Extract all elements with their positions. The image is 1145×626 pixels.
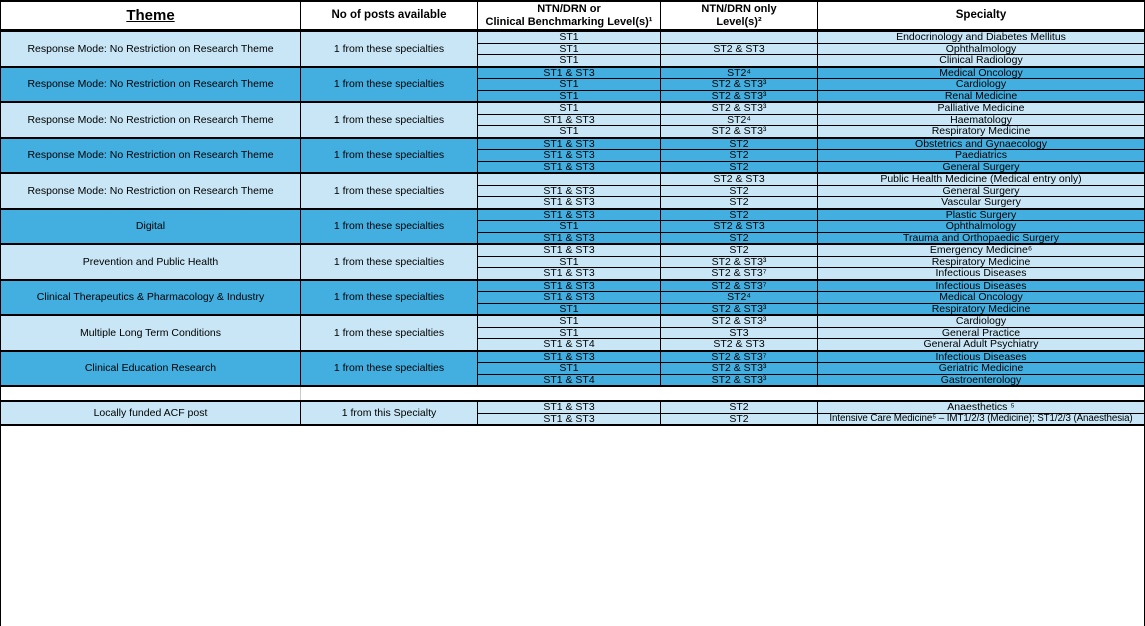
ntn-only-level-cell[interactable]: ST2	[661, 414, 818, 425]
specialty-cell[interactable]: Respiratory Medicine	[931, 256, 1031, 267]
theme-group	[1, 281, 1144, 317]
posts-cell[interactable]: 1 from these specialties	[301, 281, 478, 315]
theme-cell[interactable]: Response Mode: No Restriction on Research Theme	[1, 174, 301, 208]
specialty-cell[interactable]: Trauma and Orthopaedic Surgery	[902, 232, 1060, 243]
theme-cell[interactable]: Response Mode: No Restriction on Research Theme	[1, 68, 301, 102]
ntn-only-level-cell[interactable]: ST2 & ST3³	[661, 363, 818, 374]
specialty-cell[interactable]: General Surgery	[942, 185, 1020, 196]
table-row	[478, 161, 1144, 173]
benchmark-level-cell[interactable]: ST1	[478, 91, 661, 102]
specialty-cell[interactable]: Medical Oncology	[939, 292, 1023, 303]
specialty-cell[interactable]: Infectious Diseases	[935, 268, 1027, 279]
benchmark-level-cell[interactable]: ST1 & ST4	[478, 375, 661, 386]
ntn-only-level-cell[interactable]: ST2 & ST3³	[661, 375, 818, 386]
table-row	[478, 402, 1144, 413]
benchmark-level-cell[interactable]: ST1 & ST3	[478, 139, 661, 150]
benchmark-level-cell[interactable]: ST1	[478, 257, 661, 268]
benchmark-level-cell[interactable]: ST1	[478, 328, 661, 339]
posts-cell[interactable]: 1 from these specialties	[301, 174, 478, 208]
ntn-only-level-cell[interactable]: ST2	[661, 245, 818, 256]
table-row	[478, 43, 1144, 55]
group-rows	[478, 281, 1144, 315]
ntn-only-level-cell[interactable]: ST2 & ST3	[661, 174, 818, 185]
header-ntn-only-line1: NTN/DRN only	[701, 2, 777, 15]
benchmark-level-cell[interactable]: ST1 & ST3	[478, 68, 661, 79]
group-rows	[478, 245, 1144, 279]
specialty-cell[interactable]: General Surgery	[942, 161, 1020, 172]
specialty-cell[interactable]: General Practice	[941, 327, 1021, 338]
table-row	[478, 232, 1144, 244]
ntn-only-level-cell[interactable]: ST2	[661, 197, 818, 208]
theme-group	[1, 352, 1144, 388]
ntn-only-level-cell[interactable]: ST2	[661, 150, 818, 161]
specialty-cell[interactable]: Public Health Medicine (Medical entry only)	[880, 174, 1082, 185]
specialty-cell[interactable]: Respiratory Medicine	[931, 126, 1031, 137]
group-rows	[478, 139, 1144, 173]
ntn-only-level-cell[interactable]	[661, 32, 818, 43]
specialty-cell[interactable]: Intensive Care Medicine⁵ – IMT1/2/3 (Medicine); ST1/2/3 (Anaesthesia)	[829, 413, 1133, 424]
benchmark-level-cell[interactable]: ST1 & ST3	[478, 150, 661, 161]
benchmark-level-cell[interactable]: ST1 & ST3	[478, 268, 661, 279]
benchmark-level-cell[interactable]: ST1	[478, 221, 661, 232]
theme-group	[1, 210, 1144, 246]
posts-cell[interactable]: 1 from these specialties	[301, 139, 478, 173]
theme-cell[interactable]: Response Mode: No Restriction on Research Theme	[1, 103, 301, 137]
ntn-only-level-cell[interactable]: ST2 & ST3	[661, 339, 818, 350]
specialty-cell[interactable]: Infectious Diseases	[935, 280, 1027, 291]
theme-cell[interactable]: Prevention and Public Health	[1, 245, 301, 279]
ntn-only-level-cell[interactable]: ST2 & ST3³	[661, 316, 818, 327]
benchmark-level-cell[interactable]: ST1 & ST4	[478, 339, 661, 350]
benchmark-level-cell[interactable]: ST1 & ST3	[478, 210, 661, 221]
posts-cell[interactable]: 1 from these specialties	[301, 352, 478, 386]
benchmark-level-cell[interactable]: ST1 & ST3	[478, 292, 661, 303]
table-row	[478, 327, 1144, 339]
theme-group	[1, 139, 1144, 175]
ntn-only-level-cell[interactable]: ST2 & ST3³	[661, 79, 818, 90]
table-row	[478, 68, 1144, 79]
table-row	[478, 196, 1144, 208]
header-posts[interactable]	[301, 2, 478, 29]
specialty-cell[interactable]: Medical Oncology	[939, 67, 1023, 78]
theme-cell[interactable]: Multiple Long Term Conditions	[1, 316, 301, 350]
table-row	[478, 338, 1144, 350]
table-row	[478, 54, 1144, 66]
theme-cell[interactable]: Response Mode: No Restriction on Research Theme	[1, 139, 301, 173]
benchmark-level-cell[interactable]: ST1 & ST3	[478, 245, 661, 256]
header-theme[interactable]	[1, 2, 301, 29]
ntn-only-level-cell[interactable]: ST3	[661, 328, 818, 339]
benchmark-level-cell[interactable]: ST1	[478, 126, 661, 137]
ntn-only-level-cell[interactable]: ST2	[661, 402, 818, 413]
table-row	[478, 281, 1144, 292]
group-rows	[478, 174, 1144, 208]
ntn-only-level-cell[interactable]: ST2 & ST3	[661, 44, 818, 55]
header-benchmark-line2: Clinical Benchmarking Level(s)¹	[485, 15, 653, 28]
specialty-cell[interactable]: Infectious Diseases	[935, 351, 1027, 362]
table-row	[478, 114, 1144, 126]
specialty-cell[interactable]: Cardiology	[955, 79, 1007, 90]
benchmark-level-cell[interactable]: ST1	[478, 44, 661, 55]
benchmark-level-cell[interactable]: ST1	[478, 304, 661, 315]
ntn-only-level-cell[interactable]: ST2⁴	[661, 115, 818, 126]
ntn-only-level-cell[interactable]: ST2 & ST3⁷	[661, 281, 818, 292]
table-row	[478, 256, 1144, 268]
group-rows	[478, 68, 1144, 102]
benchmark-level-cell[interactable]: ST1	[478, 55, 661, 66]
table-row	[478, 245, 1144, 256]
posts-cell[interactable]: 1 from these specialties	[301, 316, 478, 350]
group-rows	[478, 352, 1144, 386]
group-rows	[478, 402, 1144, 424]
specialty-cell[interactable]: Ophthalmology	[945, 43, 1017, 54]
table-row	[478, 220, 1144, 232]
benchmark-level-cell[interactable]: ST1 & ST3	[478, 402, 661, 413]
table-row	[478, 125, 1144, 137]
specialty-cell[interactable]: Palliative Medicine	[937, 103, 1025, 114]
theme-group	[1, 103, 1144, 139]
posts-cell[interactable]: 1 from these specialties	[301, 68, 478, 102]
ntn-only-level-cell[interactable]: ST2⁴	[661, 68, 818, 79]
header-ntn-only-levels[interactable]	[661, 2, 818, 29]
group-rows	[478, 210, 1144, 244]
header-benchmark-line1: NTN/DRN or	[537, 2, 601, 15]
table-row	[478, 303, 1144, 315]
ntn-only-level-cell[interactable]: ST2	[661, 210, 818, 221]
specialty-cell[interactable]: Cardiology	[955, 316, 1007, 327]
specialty-cell[interactable]: Respiratory Medicine	[931, 303, 1031, 314]
group-rows	[478, 316, 1144, 350]
theme-group	[1, 245, 1144, 281]
theme-cell[interactable]: Locally funded ACF post	[1, 402, 301, 424]
group-rows	[478, 103, 1144, 137]
specialty-cell[interactable]: General Adult Psychiatry	[923, 339, 1039, 350]
table-row	[478, 291, 1144, 303]
specialty-cell[interactable]: Plastic Surgery	[945, 209, 1017, 220]
table-row	[478, 90, 1144, 102]
posts-cell[interactable]: 1 from these specialties	[301, 32, 478, 66]
header-benchmark-levels[interactable]	[478, 2, 661, 29]
header-specialty-label: Specialty	[955, 8, 1007, 21]
benchmark-level-cell[interactable]: ST1 & ST3	[478, 197, 661, 208]
benchmark-level-cell[interactable]: ST1 & ST3	[478, 414, 661, 425]
table-row	[478, 103, 1144, 114]
table-row	[478, 210, 1144, 221]
specialty-cell[interactable]: Ophthalmology	[945, 221, 1017, 232]
posts-cell[interactable]: 1 from these specialties	[301, 210, 478, 244]
table-row	[478, 316, 1144, 327]
specialty-cell[interactable]: Haematology	[950, 114, 1012, 125]
table-row	[478, 139, 1144, 150]
benchmark-level-cell[interactable]: ST1	[478, 316, 661, 327]
benchmark-level-cell[interactable]: ST1	[478, 32, 661, 43]
theme-group	[1, 68, 1144, 104]
ntn-only-level-cell[interactable]: ST2 & ST3⁷	[661, 352, 818, 363]
table-row	[478, 362, 1144, 374]
ntn-only-level-cell[interactable]: ST2	[661, 233, 818, 244]
theme-cell[interactable]: Digital	[1, 210, 301, 244]
ntn-only-level-cell[interactable]: ST2 & ST3³	[661, 103, 818, 114]
theme-cell[interactable]: Clinical Therapeutics & Pharmacology & Industry	[1, 281, 301, 315]
ntn-only-level-cell[interactable]: ST2 & ST3	[661, 221, 818, 232]
benchmark-level-cell[interactable]: ST1 & ST3	[478, 162, 661, 173]
benchmark-level-cell[interactable]: ST1 & ST3	[478, 352, 661, 363]
benchmark-level-cell[interactable]	[478, 174, 661, 185]
spacer-divider	[1, 387, 301, 400]
ntn-only-level-cell[interactable]: ST2	[661, 186, 818, 197]
table-row	[478, 32, 1144, 43]
ntn-only-level-cell[interactable]: ST2	[661, 162, 818, 173]
theme-cell[interactable]: Response Mode: No Restriction on Research Theme	[1, 32, 301, 66]
specialty-cell[interactable]: Anaesthetics ⁵	[947, 402, 1015, 413]
ntn-only-level-cell[interactable]: ST2 & ST3³	[661, 91, 818, 102]
ntn-only-level-cell[interactable]: ST2 & ST3⁷	[661, 268, 818, 279]
table-body	[1, 32, 1144, 426]
table-row	[478, 78, 1144, 90]
ntn-only-level-cell[interactable]: ST2⁴	[661, 292, 818, 303]
specialty-cell[interactable]: Geriatric Medicine	[938, 363, 1024, 374]
header-ntn-only-line2: Level(s)²	[716, 15, 762, 28]
ntn-only-level-cell[interactable]: ST2 & ST3³	[661, 304, 818, 315]
benchmark-level-cell[interactable]: ST1	[478, 103, 661, 114]
theme-group	[1, 402, 1144, 426]
posts-cell[interactable]: 1 from these specialties	[301, 103, 478, 137]
benchmark-level-cell[interactable]: ST1 & ST3	[478, 186, 661, 197]
benchmark-level-cell[interactable]: ST1 & ST3	[478, 233, 661, 244]
theme-group	[1, 174, 1144, 210]
theme-group	[1, 32, 1144, 68]
benchmark-level-cell[interactable]: ST1	[478, 363, 661, 374]
ntn-only-level-cell[interactable]: ST2	[661, 139, 818, 150]
specialty-cell[interactable]: Obstetrics and Gynaecology	[915, 138, 1047, 149]
specialty-cell[interactable]: Vascular Surgery	[941, 197, 1021, 208]
ntn-only-level-cell[interactable]	[661, 55, 818, 66]
specialty-cell[interactable]: Paediatrics	[955, 150, 1007, 161]
table-row	[478, 185, 1144, 197]
group-rows	[478, 32, 1144, 66]
header-theme-label: Theme	[126, 6, 175, 24]
ntn-only-level-cell[interactable]: ST2 & ST3³	[661, 257, 818, 268]
table-row	[478, 374, 1144, 386]
table-row	[478, 149, 1144, 161]
benchmark-level-cell[interactable]: ST1	[478, 79, 661, 90]
benchmark-level-cell[interactable]: ST1 & ST3	[478, 281, 661, 292]
table-row	[478, 174, 1144, 185]
table-header-row	[1, 2, 1144, 32]
spacer-row	[1, 387, 1144, 402]
table-row	[478, 413, 1144, 425]
theme-cell[interactable]: Clinical Education Research	[1, 352, 301, 386]
specialty-cell[interactable]: Renal Medicine	[944, 90, 1018, 101]
specialty-cell[interactable]: Clinical Radiology	[939, 55, 1023, 66]
header-posts-label: No of posts available	[331, 8, 447, 21]
specialty-cell[interactable]: Emergency Medicine⁶	[929, 245, 1033, 256]
table-row	[478, 267, 1144, 279]
theme-group	[1, 316, 1144, 352]
posts-cell[interactable]: 1 from these specialties	[301, 245, 478, 279]
benchmark-level-cell[interactable]: ST1 & ST3	[478, 115, 661, 126]
table-row	[478, 352, 1144, 363]
posts-cell[interactable]: 1 from this Specialty	[301, 402, 478, 424]
specialty-cell[interactable]: Endocrinology and Diabetes Mellitus	[896, 32, 1066, 43]
specialty-cell[interactable]: Gastroenterology	[940, 374, 1022, 385]
header-specialty[interactable]	[818, 2, 1144, 29]
ntn-only-level-cell[interactable]: ST2 & ST3³	[661, 126, 818, 137]
